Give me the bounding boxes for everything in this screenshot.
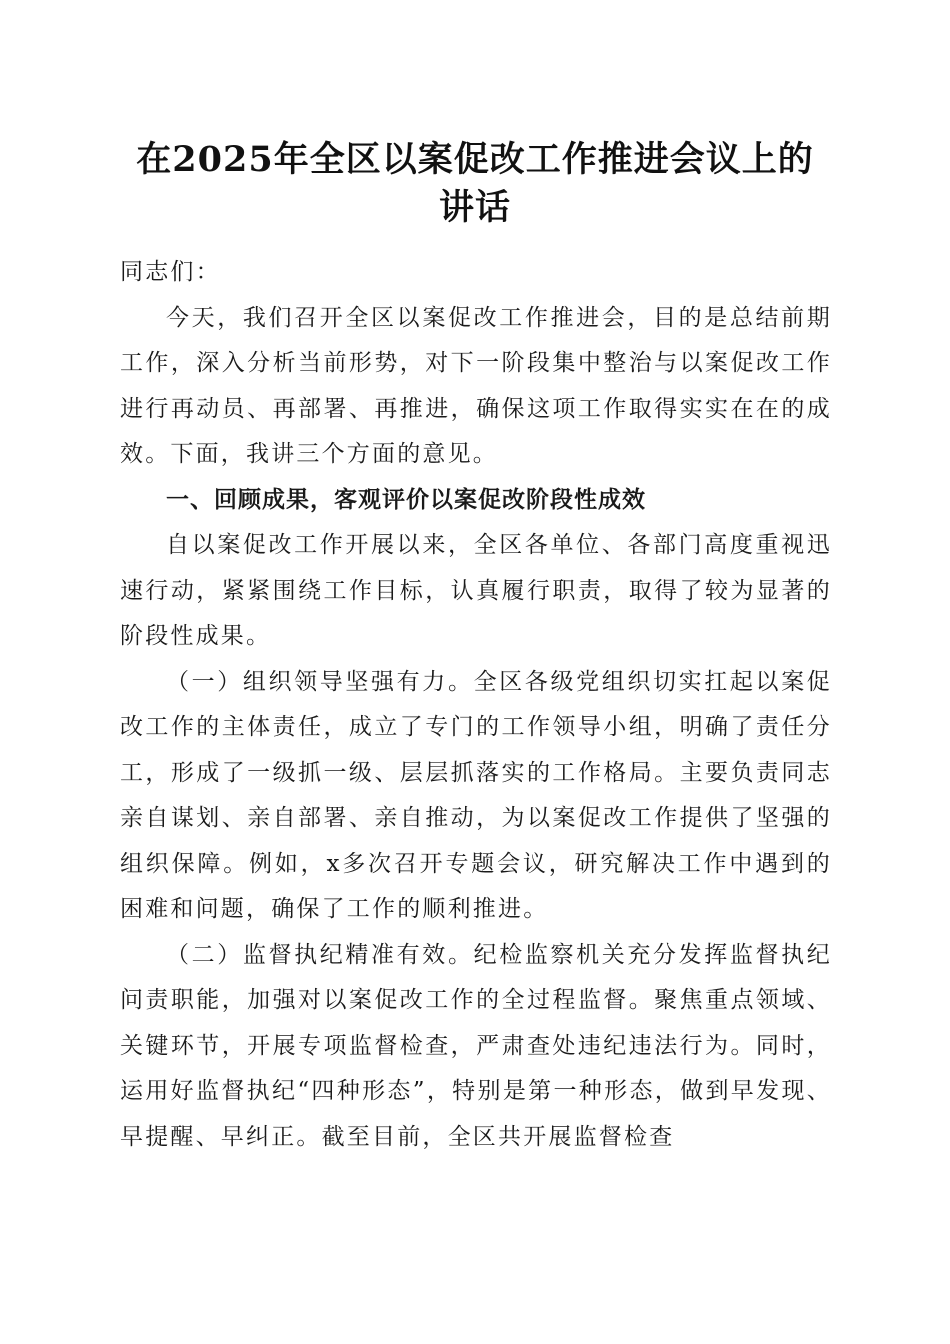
intro-paragraph: 今天，我们召开全区以案促改工作推进会，目的是总结前期工作，深入分析当前形势，对下一阶段集中整治与以案促改工作进行再动员、再部署、再推进，确保这项工作取得实实在在的成效。下面，我讲三个方面的意见。 [120, 304, 832, 467]
section-1-intro-paragraph: 自以案促改工作开展以来，全区各单位、各部门高度重视迅速行动，紧紧围绕工作目标，认真履行职责，取得了较为显著的阶段性成果。 [120, 532, 832, 649]
subsection-1-lead: （一）组织领导坚强有力。 [166, 668, 474, 695]
subsection-1-text: 全区各级党组织切实扛起以案促改工作的主体责任，成立了专门的工作领导小组，明确了责任分工，形成了一级抓一级、层层抓落实的工作格局。主要负责同志亲自谋划、亲自部署、亲自推动，为以案促改工作提供了坚强的组织保障。例如，x多次召开专题会议，研究解决工作中遇到的困难和问题，确保了工作的顺利推进。 [120, 668, 832, 922]
document-body [120, 250, 832, 1160]
section-heading-1: 一、回顾成果，客观评价以案促改阶段性成效 [166, 486, 646, 513]
document-title: 在2025年全区以案促改工作推进会议上的讲话 [136, 139, 814, 228]
salutation: 同志们： [120, 259, 221, 285]
subsection-2-text: 纪检监察机关充分发挥监督执纪问责职能，加强对以案促改工作的全过程监督。聚焦重点领域、关键环节，开展专项监督检查，严肃查处违纪违法行为。同时，运用好监督执纪“四种形态”，特别是第一种形态，做到早发现、早提醒、早纠正。截至目前，全区共开展监督检查 [120, 941, 832, 1150]
subsection-2-lead: （二）监督执纪精准有效。 [166, 941, 474, 968]
subsection-1-paragraph [120, 660, 832, 933]
subsection-2-paragraph [120, 933, 832, 1161]
